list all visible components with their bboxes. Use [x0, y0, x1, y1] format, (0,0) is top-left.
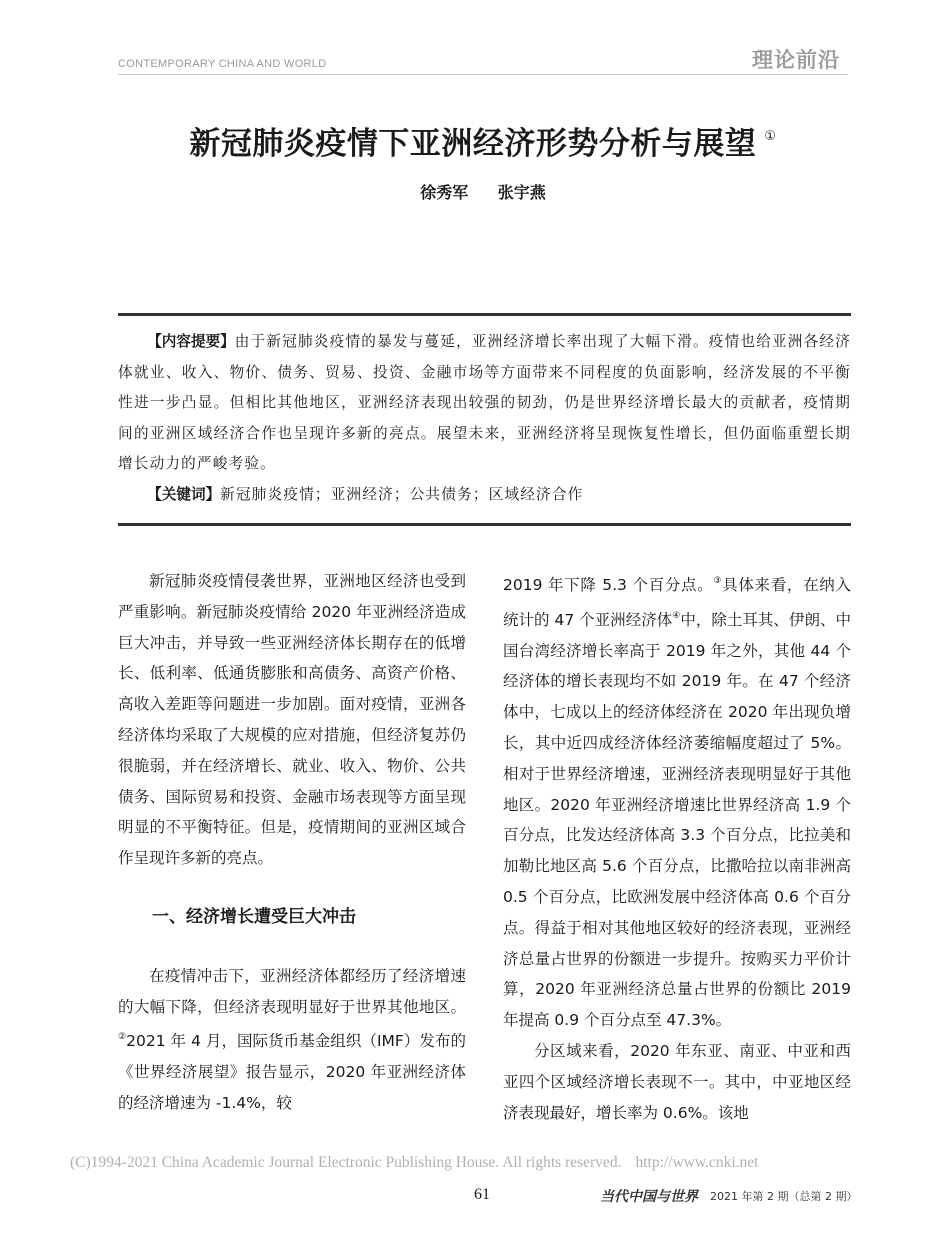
body-text: 在疫情冲击下，亚洲经济体都经历了经济增速的大幅下降，但经济表现明显好于世界其他地区。: [118, 966, 466, 1016]
abstract-bottom-rule: [118, 523, 851, 526]
author-name: 张宇燕: [497, 183, 546, 202]
section-label: 理论前沿: [752, 48, 840, 72]
section-heading: 一、经济增长遭受巨大冲击: [152, 906, 356, 927]
body-column-right: [503, 566, 851, 1128]
cnki-url: http://www.cnki.net: [635, 1154, 759, 1171]
header-divider: [118, 74, 848, 75]
abstract-label: 【内容提要】: [147, 333, 235, 350]
copyright-notice: [70, 1154, 758, 1172]
abstract-top-rule: [118, 313, 851, 316]
abstract-paragraph: [118, 327, 851, 480]
title-footnote-marker: ①: [764, 129, 777, 144]
copyright-text: (C)1994-2021 China Academic Journal Electronic Publishing House. All rights reserved.: [70, 1154, 622, 1171]
keywords-label: 【关键词】: [147, 485, 221, 503]
article-title: 新冠肺炎疫情下亚洲经济形势分析与展望: [189, 126, 757, 162]
footnote-marker: ③: [713, 576, 723, 586]
page-number: 61: [474, 1186, 490, 1203]
author-list: [118, 180, 848, 203]
journal-chinese-name: 当代中国与世界: [600, 1189, 698, 1205]
journal-english-name: CONTEMPORARY CHINA AND WORLD: [118, 58, 327, 70]
issue-info: 2021 年第 2 期（总第 2 期）: [710, 1190, 858, 1203]
body-paragraph: [503, 566, 851, 1036]
keywords-text: 新冠肺炎疫情；亚洲经济；公共债务；区域经济合作: [220, 485, 584, 503]
footnote-marker: ②: [118, 1032, 127, 1043]
body-paragraph: 分区域来看，2020 年东亚、南亚、中亚和西亚四个区域经济增长表现不一。其中，中亚地区经济表现最好，增长率为 0.6%。该地: [503, 1041, 851, 1122]
body-paragraph: 新冠肺炎疫情侵袭世界，亚洲地区经济也受到严重影响。新冠肺炎疫情给 2020 年亚洲经济造成巨大冲击，并导致一些亚洲经济体长期存在的低增长、低利率、低通货膨胀和高债务、高资产价格、高收入差距等问题进一步加剧。面对疫情，亚洲各经济体均采取了大规模的应对措施，但经济复苏仍很脆弱，并在经济增长、就业、收入、物价、公共债务、国际贸易和投资、金融市场表现等方面呈现明显的不平衡特征。但是，疫情期间的亚洲区域合作呈现许多新的亮点。: [118, 572, 466, 868]
keywords-paragraph: [118, 480, 851, 511]
footnote-marker: ④: [672, 610, 681, 621]
body-text: 2019 年下降 5.3 个百分点。: [503, 576, 714, 594]
abstract-block: [118, 327, 851, 510]
abstract-text: 由于新冠肺炎疫情的暴发与蔓延，亚洲经济增长率出现了大幅下滑。疫情也给亚洲各经济体就业、收入、物价、债务、贸易、投资、金融市场等方面带来不同程度的负面影响，经济发展的不平衡性进一步凸显。但相比其他地区，亚洲经济表现出较强的韧劲，仍是世界经济增长最大的贡献者，疫情期间的亚洲区域经济合作也呈现许多新的亮点。展望未来，亚洲经济将呈现恢复性增长，但仍面临重塑长期增长动力的严峻考验。: [118, 333, 851, 472]
article-title-block: [118, 118, 848, 163]
body-text: 2021 年 4 月，国际货币基金组织（IMF）发布的《世界经济展望》报告显示，2020 年亚洲经济体的经济增速为 -1.4%，较: [118, 1032, 466, 1112]
body-paragraph: [118, 961, 466, 1119]
body-text: 具体来看，在纳入统计的 47 个亚洲经济体: [503, 576, 851, 629]
author-name: 徐秀军: [420, 183, 469, 202]
body-column-left: [118, 566, 466, 1119]
body-text: 中，除土耳其、伊朗、中国台湾经济增长率高于 2019 年之外，其他 44 个经济体的增长表现均不如 2019 年。在 47 个经济体中，七成以上的经济体经济在 2020 年出现负增长，其中近四成经济体经济萎缩幅度超过了 5%。相对于世界经济增速，亚洲经济表现明显好于其他地区。2020 年亚洲经济增速比世界经济高 1.9 个百分点，比发达经济体高 3.3 个百分点，比拉美和加勒比地区高 5.6 个百分点，比撒哈拉以南非洲高 0.5 个百分点，比欧洲发展中经济体高 0.6 个百分点。得益于相对其他地区较好的经济表现，亚洲经济总量占世界的份额进一步提升。按购买力平价计算，2020 年亚洲经济总量占世界的份额比 2019 年提高 0.9 个百分点至 47.3%。: [503, 610, 851, 1030]
